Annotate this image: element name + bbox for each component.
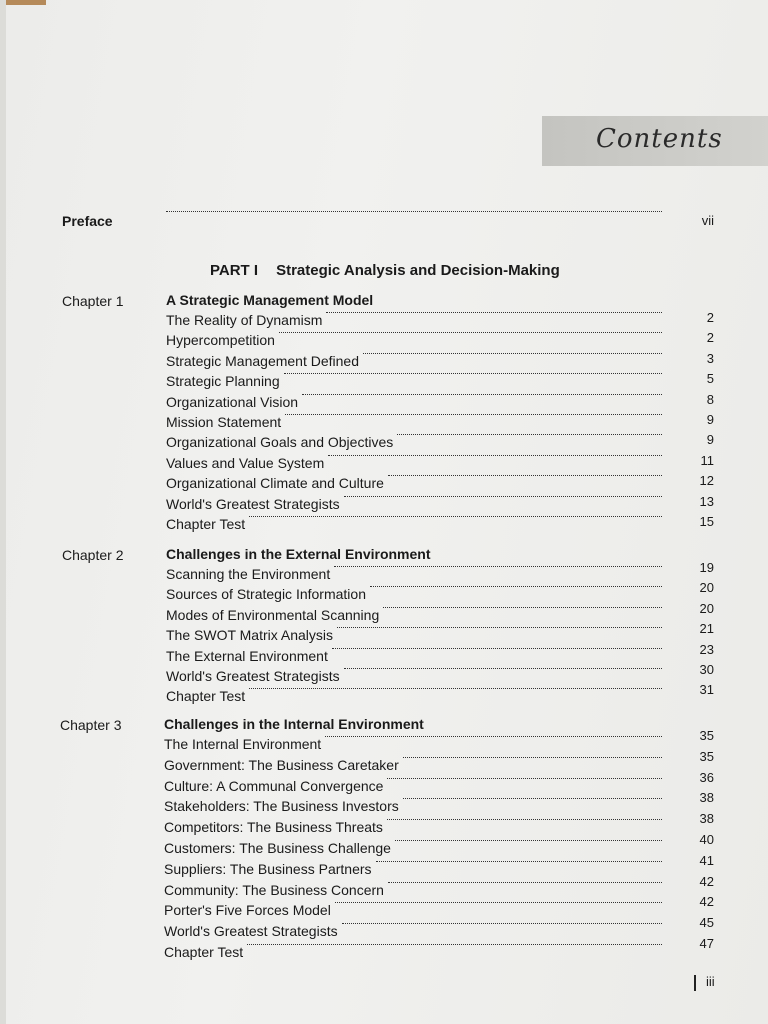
chapter-title: A Strategic Management Model xyxy=(166,292,374,308)
toc-leader xyxy=(383,607,662,608)
chapter-title: Challenges in the Internal Environment xyxy=(164,716,424,732)
toc-entry-page: 9 xyxy=(706,412,714,427)
toc-leader xyxy=(279,332,662,333)
toc-entry-title: World's Greatest Strategists xyxy=(166,668,340,684)
toc-leader xyxy=(249,688,662,689)
toc-leader xyxy=(387,819,662,820)
preface-label: Preface xyxy=(62,213,113,229)
toc-leader xyxy=(284,373,662,374)
toc-entry-title: Organizational Goals and Objectives xyxy=(166,434,394,451)
page-corner-mark xyxy=(6,0,46,5)
toc-entry-page: 3 xyxy=(706,350,714,366)
chapter-label: Chapter 3 xyxy=(60,717,122,733)
toc-entry-title: Stakeholders: The Business Investors xyxy=(164,798,399,815)
toc-entry-page: 12 xyxy=(699,473,714,489)
chapter-label: Chapter 2 xyxy=(62,547,124,563)
page-number-rule xyxy=(694,975,696,991)
toc-entry-title: Modes of Environmental Scanning xyxy=(166,606,380,623)
toc-entry-page: 13 xyxy=(699,493,714,509)
toc-entry-title: World's Greatest Strategists xyxy=(166,495,340,512)
toc-entry-page: 11 xyxy=(700,452,714,468)
toc-leader xyxy=(403,798,662,799)
toc-leader xyxy=(325,736,662,737)
toc-leader xyxy=(370,586,662,587)
toc-leader xyxy=(363,353,662,354)
toc-entry-title: Community: The Business Concern xyxy=(164,881,384,898)
toc-entry-title: Mission Statement xyxy=(166,414,282,430)
toc-leader xyxy=(395,840,662,841)
page-number xyxy=(694,974,715,991)
toc-entry-page: 47 xyxy=(699,936,714,951)
toc-leader xyxy=(344,496,662,497)
toc-entry-page: 2 xyxy=(706,330,714,346)
toc-leader xyxy=(328,455,662,456)
chapter-title: Challenges in the External Environment xyxy=(166,546,431,562)
toc-entry-title: The Reality of Dynamism xyxy=(166,312,323,328)
toc-leader xyxy=(376,861,662,862)
toc-leader xyxy=(247,944,662,945)
preface-page: vii xyxy=(701,213,714,228)
toc-leader xyxy=(387,778,662,779)
toc-entry-page: 42 xyxy=(699,873,714,889)
toc-leader xyxy=(337,627,662,628)
toc-leader xyxy=(397,434,662,435)
toc-entry-page: 15 xyxy=(699,514,714,529)
toc-entry-page: 19 xyxy=(699,560,714,575)
toc-leader xyxy=(342,923,662,924)
toc-entry-title: Hypercompetition xyxy=(166,332,275,349)
toc-entry-title: Chapter Test xyxy=(166,516,246,532)
toc-leader xyxy=(249,516,662,517)
toc-entry-page: 42 xyxy=(699,894,714,910)
toc-entry-page: 38 xyxy=(699,811,714,827)
toc-leader xyxy=(335,902,662,903)
toc-entry-page: 41 xyxy=(699,852,714,868)
toc-entry-title: Porter's Five Forces Model xyxy=(164,902,331,919)
toc-leader xyxy=(388,882,662,883)
toc-entry-title: Organizational Vision xyxy=(166,393,299,410)
toc-leader xyxy=(344,668,662,669)
toc-entry-page: 9 xyxy=(706,432,714,448)
toc-leader xyxy=(388,475,662,476)
toc-entry-page: 35 xyxy=(699,748,714,764)
toc-leader xyxy=(334,566,662,567)
toc-entry-page: 31 xyxy=(699,682,714,698)
toc-entry-title: Competitors: The Business Threats xyxy=(164,819,383,836)
toc-leader xyxy=(332,648,662,649)
toc-entry-title: Sources of Strategic Information xyxy=(166,586,366,603)
toc-leader xyxy=(302,394,662,395)
toc-entry-title: The Internal Environment xyxy=(164,736,322,752)
book-page xyxy=(6,0,768,1024)
toc-entry-page: 36 xyxy=(699,769,714,785)
toc-leader xyxy=(285,414,662,415)
toc-entry-page: 21 xyxy=(699,621,714,637)
page-number-value: iii xyxy=(706,974,715,989)
page-title: Contents xyxy=(596,124,723,154)
toc-entry-page: 8 xyxy=(706,391,714,407)
toc-entry-title: Organizational Climate and Culture xyxy=(166,475,384,492)
toc-entry-page: 30 xyxy=(699,662,714,677)
toc-entry-title: World's Greatest Strategists xyxy=(164,923,338,940)
preface-leader xyxy=(166,211,662,212)
toc-entry-title: Culture: A Communal Convergence xyxy=(164,777,384,794)
toc-leader xyxy=(326,312,662,313)
toc-leader xyxy=(403,757,662,758)
toc-entry-page: 20 xyxy=(699,600,714,616)
toc-entry-title: Scanning the Environment xyxy=(166,566,331,582)
toc-entry-page: 38 xyxy=(699,790,714,806)
toc-entry-page: 40 xyxy=(699,832,714,847)
part-heading xyxy=(210,262,560,279)
toc-entry-page: 35 xyxy=(699,728,714,743)
toc-entry-title: Chapter Test xyxy=(164,944,244,960)
toc-entry-page: 2 xyxy=(706,310,714,325)
toc-entry-title: Customers: The Business Challenge xyxy=(164,840,391,856)
toc-entry-page: 5 xyxy=(706,371,714,387)
toc-entry-title: The External Environment xyxy=(166,647,328,664)
toc-entry-page: 45 xyxy=(699,915,714,931)
part-number: PART I xyxy=(210,262,259,279)
toc-entry-title: Strategic Management Defined xyxy=(166,352,359,369)
toc-entry-title: Government: The Business Caretaker xyxy=(164,756,399,773)
toc-entry-title: Values and Value System xyxy=(166,454,325,471)
part-title: Strategic Analysis and Decision-Making xyxy=(276,262,560,279)
toc-entry-page: 20 xyxy=(699,580,714,596)
chapter-label: Chapter 1 xyxy=(62,293,124,309)
toc-entry-title: Suppliers: The Business Partners xyxy=(164,860,372,877)
toc-entry-title: Chapter Test xyxy=(166,688,246,705)
toc-entry-title: The SWOT Matrix Analysis xyxy=(166,627,334,644)
toc-entry-page: 23 xyxy=(699,641,714,657)
toc-entry-title: Strategic Planning xyxy=(166,373,280,390)
